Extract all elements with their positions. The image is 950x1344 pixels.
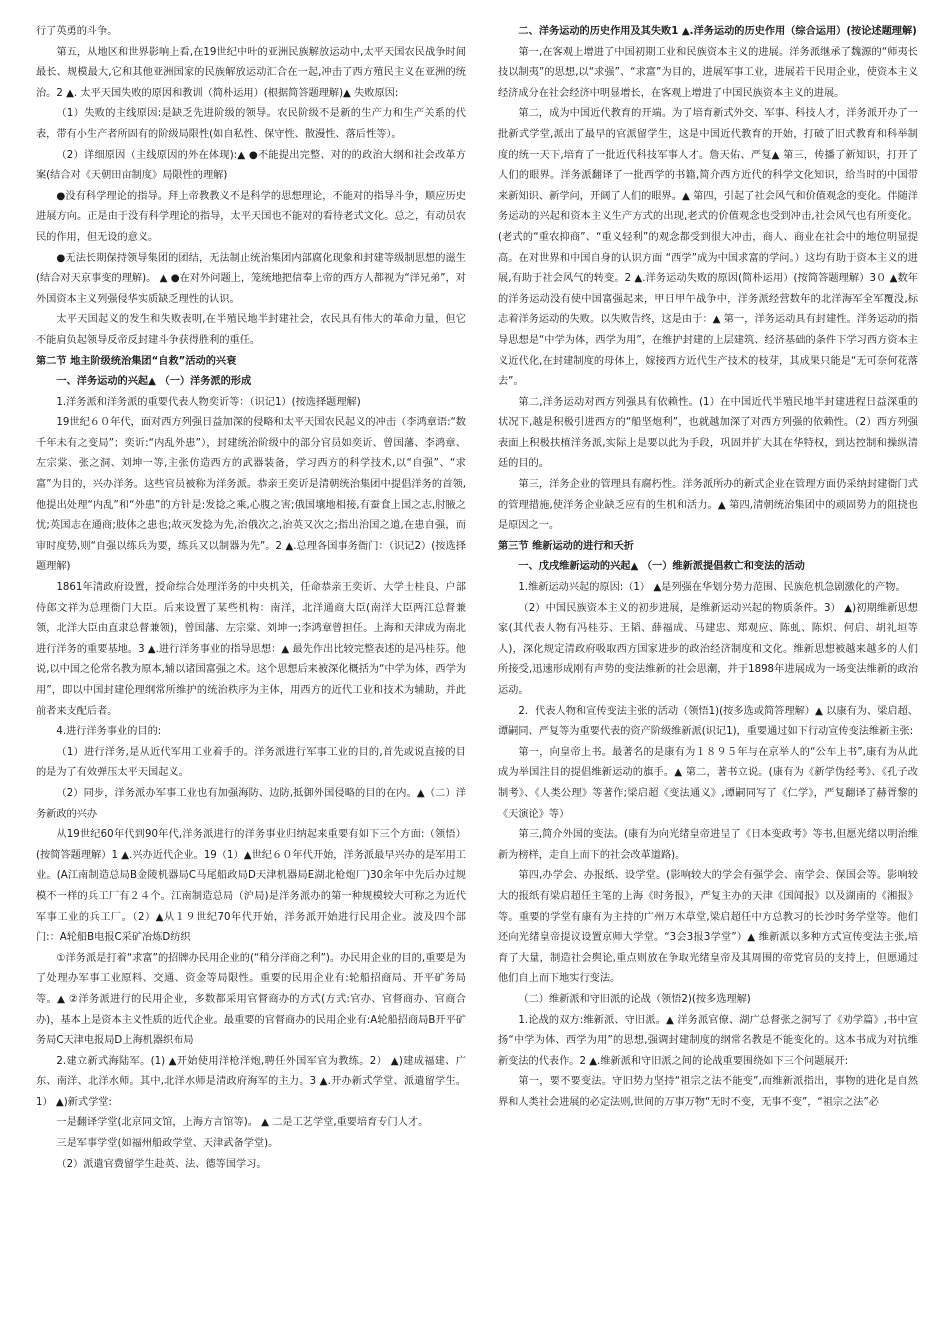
paragraph: ●没有科学理论的指导。拜上帝教教义不是科学的思想理论，不能对的指导斗争，顺应历史进展方向。正是由于没有科学理论的指导，太平天国也不能对的看待老式文化。总之，有动员农民的作用，但无设的意义。 [36, 190, 466, 243]
paragraph: 4.进行洋务事业的目的: [56, 726, 162, 738]
paragraph: 1.维新运动兴起的原因:（1） ▲是列强在华划分势力范围、民族危机急剧激化的产物。 [518, 582, 906, 594]
paragraph: （2）详细原因（主线原因的外在体现):▲ ●不能提出完整、对的的政治大纲和社会改革方案(结合对《天朝田亩制度》局限性的理解) [36, 149, 466, 182]
paragraph: 一是翻译学堂(北京同文馆，上海方言馆等)。 ▲ 二是工艺学堂,重要培育专门人才。 [56, 1117, 429, 1129]
paragraph: （1）进行洋务,是从近代军用工业着手的。洋务派进行军事工业的目的,首先或说直接的目的是为了有效弹压太平天国起义。 [36, 746, 466, 779]
section-heading: 二、洋务运动的历史作用及其失败1 ▲.洋务运动的历史作用（综合运用）(按论述题理解) [518, 26, 917, 37]
paragraph: 2.建立新式海陆军。(1) ▲开始使用洋枪洋炮,聘任外国军官为教练。2） ▲)建成福建、广东、南洋、北洋水师。其中,北洋水师是清政府海军的主力。3 ▲.开办新式学堂、派遣留学生。1） ▲)新式学堂: [36, 1055, 466, 1108]
paragraph: 第一,在客观上增进了中国初期工业和民族资本主义的进展。洋务派继承了魏源的“师夷长技以制夷”的思想,以“求强”、“求富”为目的，进展军事工业，进展若干民用企业，使资本主义经济成分在社会经济中明显增长，在客观上增进了中国民族资本主义的进展。 [498, 46, 918, 99]
paragraph: ①洋务派是打着“求富”的招牌办民用企业的(“稍分洋商之利”)。办民用企业的目的,重要是为了处理办军事工业原料、交通、资金等局限性。重要的民用企业有:轮船招商局、开平矿务局等。▲ ②洋务派进行的民用企业，多数都采用官督商办的方式(方式:官办、官督商办、官商合办)，基本上是资本主义性质的近代企业。最重要的官督商办的民用企业有:A轮船招商局B开平矿务局C天津电报局D上海机器织布局 [36, 952, 466, 1047]
paragraph: 第四,办学会、办报纸、设学堂。(影响较大的学会有强学会、南学会、保国会等。影响较大的报纸有梁启超任主笔的上海《时务报》，严复主办的天津《国闻报》以及湖南的《湘报》等。重要的学堂有康有为主持的广州万木草堂,梁启超任中方总教习的长沙时务学堂等。他们还向光绪皇帝提议设置京师大学堂。“3会3报3学堂”）▲ 维新派以多种方式宣传变法主张,培育了大量，制造社会舆论,重点则放在争取光绪皇帝及其周围的帝党官员的支持上，但愿通过他们自上而下地实行变法。 [498, 870, 918, 985]
section-heading: 一、洋务运动的兴起▲ （一）洋务派的形成 [56, 376, 252, 388]
left-column [36, 22, 466, 1175]
paragraph: 第一，要不要变法。守旧势力坚持“祖宗之法不能变”,而维新派指出，事物的进化是自然界和人类社会进展的必定法则,世间的万事万物“无时不变，无事不变”，“祖宗之法”必 [498, 1076, 918, 1108]
paragraph: 2．代表人物和宣传变法主张的活动（领悟1)(按多选或简答理解）▲ 以康有为、梁启超、谭嗣同、严复等为重要代表的资产阶级维新派(识记1)，重要通过如下行动宣传变法维新主张: [498, 705, 918, 738]
paragraph: 太平天国起义的发生和失败表明,在半殖民地半封建社会，农民具有伟大的革命力量，但它不能肩负起领导反帝反封建斗争获得胜利的重任。 [36, 314, 466, 346]
paragraph: 19世纪６０年代，面对西方列强日益加深的侵略和太平天国农民起义的冲击（李鸿章语:“数千年未有之变局”；奕䜣:“内乱外患”），封建统治阶级中的部分官员如奕䜣、曾国藩、李鸿章、左宗棠、张之洞、刘坤一等,主张仿造西方的武器装备，学习西方的科学技术,以“自强”、“求富”为目的，兴办洋务。这些官员被称为洋务派。恭亲王奕䜣是清朝统治集团中提倡洋务的首领,他提出处理“内乱”和“外患”的方针是:发捻之乘,心腹之害;俄国壤地相接,有蚕食上国之志,肘腋之忧;英国志在通商;肢体之患也;故灭发捻为先,治俄次之,治英又次之;指出治国之道,在患自强，而审时度势,则“自强以练兵为要，练兵又以制器为先”。2 ▲.总理各国事务衙门：（识记2）(按选择题理解) [36, 417, 466, 573]
paragraph: 第三,简介外国的变法。(康有为向光绪皇帝进呈了《日本变政考》等书,但愿光绪以明治维新为榜样，走自上而下的社会改革道路)。 [498, 829, 918, 861]
paragraph: （2）同步，洋务派办军事工业也有加强海防、边防,抵御外国侵略的目的在内。▲（二）洋务新政的兴办 [36, 787, 466, 820]
paragraph: 第三，洋务企业的管理具有腐朽性。洋务派所办的新式企业在管理方面仍采纳封建衙门式的管理措施,使洋务企业缺乏应有的生机和活力。▲ 第四,清朝统治集团中的顽固势力的阻挠也是原因之一。 [498, 479, 918, 532]
paragraph: 1.论战的双方:维新派、守旧派。▲ 洋务派官僚、湖广总督张之洞写了《劝学篇》,书中宣扬“中学为体、西学为用”的思想,强调封建制度的纲常名教是不能变化的。这本书成为对抗维新变法的代表作。2 ▲.维新派和守旧派之间的论战重要围绕如下三个问题展开: [498, 1014, 918, 1067]
paragraph: 第二，成为中国近代教育的开端。为了培育新式外交、军事、科技人才，洋务派开办了一批新式学堂,派出了最早的官派留学生，这是中国近代教育的开始，打破了旧式教育和科举制度的统一天下,培育了一批近代科技军事人才。詹天佑、严复▲ 第三，传播了新知识，打开了人们的眼界。洋务派翻译了一批西学的书籍,简介西方近代的科学文化知识，给当时的中国带来新知识、新学问，开阔了人们的眼界。▲ 第四，引起了社会风气和价值观念的变化。伴随洋务运动的兴起和资本主义生产方式的出现,老式的价值观念也受到冲击,社会风气也有所变化。(老式的“重农抑商”、“重义轻利”的观念都受到很大冲击，商人、商业在社会中的地位明显提高。在对世界和中国自身的认识方面 “西学”成为中国求富的学问。）这均有助于资本主义的进展,有助于社会风气的转变。2 ▲.洋务运动失败的原因(简朴运用）(按简答题理解）3０ ▲数年的洋务运动没有使中国富强起来，甲日甲午战争中，洋务派经营数年的北洋海军全军覆没,标志着洋务运动的失败。以失败告终，这是由于：▲ 第一，洋务运动具有封建性。洋务运动的指导思想是“中学为体，西学为用”，在维护封建的上层建筑、经济基础的条件下学习西方资本主义近代化,在封建制度的母体上，嫁接西方近代生产技术的枝芽，其成果只能是“无可奈何花落去”。 [498, 108, 918, 388]
paragraph: （二）维新派和守旧派的论战（领悟2)(按多选理解) [518, 993, 751, 1005]
paragraph: （2）中国民族资本主义的初步进展，是维新运动兴起的物质条件。3） ▲)初期维新思想家(其代表人物有冯桂芬、王韬、薛福成、马建忠、郑观应、陈虬、陈炽、何启、胡礼垣等人)，深化规定清政府吸取西方国家进步的政治经济制度和文化。维新思想被越来越多的人们所接受,迅速形成刚有声势的变法维新的社会思潮，并于1898年进展成为一场变法维新的政治运动。 [498, 602, 918, 696]
paragraph: （1）失败的主线原因:是缺乏先进阶级的领导。农民阶级不是新的生产力和生产关系的代表，带有小生产者所固有的阶级局限性(如自私性、保守性、散漫性、落后性等）。 [36, 108, 466, 140]
right-column [498, 22, 918, 1113]
paragraph: 1861年清政府设置，授命综合处理洋务的中央机关，任命恭亲王奕䜣、大学士桂良、户部侍郎文祥为总理衙门大臣。后来设置了某些机构：南洋，北洋通商大臣(南洋大臣两江总督兼领，北洋大臣由直隶总督兼领)，曾国藩、左宗棠、刘坤一;李鸿章曾担任。上海和天津成为南北进行洋务的重要基地。3 ▲.进行洋务事业的指导思想：▲ 最先作出比较完整表述的是冯桂芬。他说,以中国之伦常名教为原本,辅以诸国富强之术。这个思想后来被深化概括为“中学为体，西学为用”，即以中国封建伦理纲常所维护的统治秩序为主体，用西方的近代工业和技术为辅助，并此前者来支配后者。 [36, 582, 466, 717]
paragraph: 三是军事学堂(如福州船政学堂、天津武备学堂)。 [56, 1138, 279, 1150]
paragraph: 从19世纪60年代到90年代,洋务派进行的洋务事业归纳起来重要有如下三个方面:（领悟）(按简答题理解）1 ▲.兴办近代企业。19（1）▲世纪６０年代开始，洋务派最早兴办的是军用工业。(A江南制造总局B金陵机器局C马尾船政局D天津机器局E湖北枪炮厂)30余年中先后办过规模不一样的兵工厂有２４个。江南制造总局（沪局)是洋务派办的第一种规模较大可称之为近代军事工业的兵工厂。（2）▲从１９世纪70年代开始，洋务派开始进行民用企业。波及四个部门:：A轮船B电报C采矿冶炼D纺织 [36, 829, 466, 944]
section-heading: 第三节 维新运动的进行和夭折 [498, 540, 634, 552]
paragraph: 第一，向皇帝上书。最著名的是康有为１８９５年与在京举人的“公车上书”,康有为从此成为举国注目的提倡维新运动的旗手。▲ 第二，著书立说。(康有为《新学伪经考》、《孔子改制考》、《人类公理》等著作;梁启超《变法通义》,谭嗣同写了《仁学》，严复翻译了赫胥黎的《天演论》等） [498, 746, 918, 820]
paragraph: 第五，从地区和世界影响上看,在19世纪中叶的亚洲民族解放运动中,太平天国农民战争时间最长、规模最大,它和其他亚洲国家的民族解放运动汇合在一起,冲击了西方殖民主义在亚洲的统治。2 ▲. 太平天国失败的原因和教训（简朴运用）(根据简答题理解)▲ 失败原因: [36, 46, 466, 99]
paragraph: 行了英勇的斗争。 [36, 26, 118, 37]
section-heading: 一、戊戌维新运动的兴起▲ （一）维新派提倡救亡和变法的活动 [518, 561, 805, 573]
section-heading: 第二节 地主阶级统治集团“自救”活动的兴衰 [36, 355, 237, 367]
paragraph: ●无法长期保持领导集团的团结，无法制止统治集团内部腐化现象和封建等级制思想的滋生(结合对天京事变的理解)。 ▲ ●在对外问题上，笼统地把信奉上帝的西方人都视为“洋兄弟”，对外国资本主义列强侵华实质缺乏理性的认识。 [36, 252, 466, 305]
paragraph: （2）派遣官费留学生赴英、法、德等国学习。 [56, 1158, 267, 1170]
paragraph: 第二,洋务运动对西方列强具有依赖性。(1）在中国近代半殖民地半封建进程日益深重的状况下,越是积极引进西方的“船坚炮利”，也就越加深了对西方列强的依赖性。（2）西方列强表面上积极扶植洋务派,实际上是要以此为手段，巩固并扩大其在华特权，到达控制和操纵清廷的目的。 [498, 396, 918, 470]
paragraph: 1.洋务派和洋务派的重要代表人物奕䜣等：（识记1）(按选择题理解) [56, 396, 361, 408]
